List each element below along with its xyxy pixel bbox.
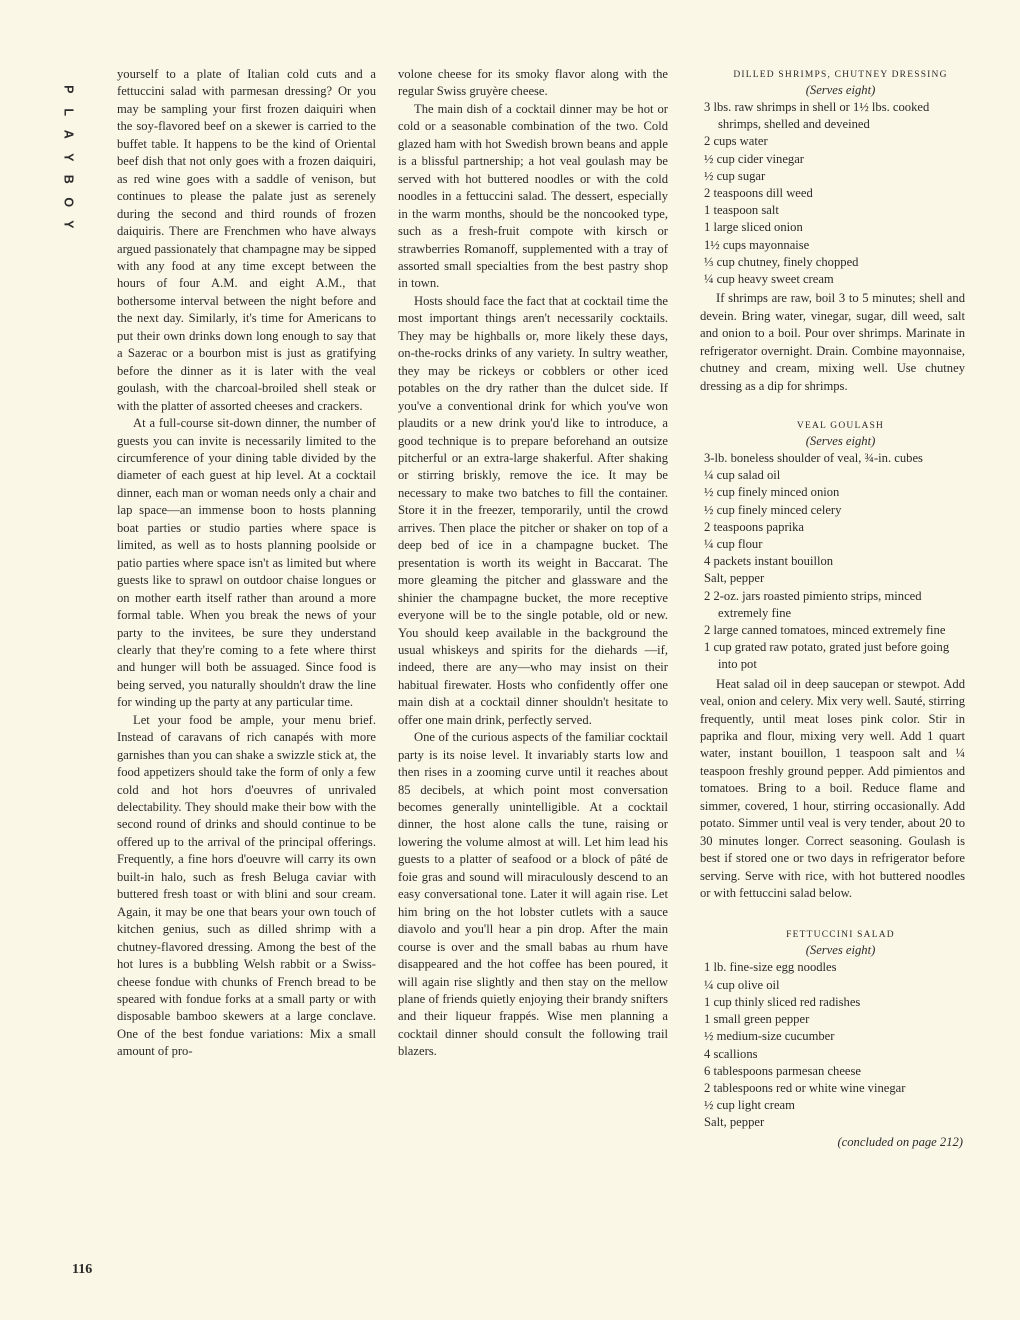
recipe-method: Heat salad oil in deep saucepan or stewpot. Add veal, onion and celery. Mix very well. Sauté, stirring frequently, until meat loses pink color. Stir in paprika and flour, mixing very well. Add 1 quart water, instant bouillon, 1 teaspoon salt and ¼ teaspoon freshly ground pepper. Add pimientos and tomatoes. Bring to a boil. Reduce flame and simmer, covered, 1 hour, stirring occasionally. Add potato. Simmer until veal is very tender, about 20 to 30 minutes longer. Correct seasoning. Goulash is best if stored one or two days in refrigerator before serving. Serve with rice, with hot buttered noodles or with fettuccini salad below. (700, 676, 965, 901)
spacer (700, 902, 965, 928)
ingredient: 2 2-oz. jars roasted pimiento strips, minced extremely fine (704, 588, 922, 620)
recipes-column (700, 68, 965, 1151)
ingredient: ¼ cup salad oil (704, 468, 781, 483)
recipe-title: FETTUCCINI SALAD (786, 930, 895, 941)
ingredient: 2 teaspoons dill weed (704, 186, 813, 201)
ingredient: 6 tablespoons parmesan cheese (704, 1063, 862, 1078)
ingredient: 3 lbs. raw shrimps in shell or 1½ lbs. cooked shrimps, shelled and deveined (704, 100, 930, 132)
page-number: 116 (72, 1262, 93, 1277)
recipe-method: If shrimps are raw, boil 3 to 5 minutes; shell and devein. Bring water, vinegar, sugar, dill weed, salt and onion to a boil. Pour over shrimps. Marinate in refrigerator overnight. Drain. Combine mayonnaise, chutney and cream, mixing well. Use chutney dressing as a dip for shrimps. (700, 291, 965, 393)
ingredient-list (700, 99, 965, 288)
sidebar-letter: Y (61, 152, 76, 161)
sidebar-letter: P (61, 85, 76, 94)
continuation-note: (concluded on page 212) (837, 1134, 963, 1149)
ingredient: 1½ cups mayonnaise (704, 237, 810, 252)
ingredient: 2 cups water (704, 134, 768, 149)
ingredient: 2 teaspoons paprika (704, 519, 805, 534)
recipe-dilled-shrimps (700, 68, 965, 395)
recipe-veal-goulash (700, 419, 965, 903)
recipe-serves: (Serves eight) (805, 83, 876, 97)
ingredient: ¼ cup flour (704, 536, 763, 551)
sidebar-letter: O (61, 196, 76, 207)
article-column-2 (398, 66, 668, 1061)
ingredient: 2 large canned tomatoes, minced extremely fine (704, 622, 946, 637)
paragraph: One of the curious aspects of the familiar cocktail party is its noise level. It invariably starts low and then rises in a zooming curve until it reaches about 85 decibels, at which point most conversation becomes generally unintelligible. At a cocktail dinner, the host alone calls the tune, raising or lowering the volume almost at will. Let him lead his guests to a platter of seafood or a block of pâté de foie gras and sound will miraculously descend to an easy conversational tone. Later it will again rise. Let him bring on the hot lobster cutlets with a sauce diavolo and you'll hear a pin drop. After the main course is over and the small babas au rhum have disappeared and the hot coffee has been poured, it will again rise slightly and then stay on the mellow plane of friends quietly enjoying their brandy snifters and their liqueur frappés. Wise men planning a cocktail dinner should consult the following trail blazers. (398, 730, 668, 1059)
ingredient: ½ cup finely minced onion (704, 485, 840, 500)
recipe-title: DILLED SHRIMPS, CHUTNEY DRESSING (733, 70, 948, 80)
paragraph: At a full-course sit-down dinner, the number of guests you can invite is necessarily limited to the circumference of your dining table divided by the diameter of each guest at hip level. At a cocktail dinner, each man or woman needs only a chair and lap space—an immense boon to hosts planning boat parties or studio parties where space is limited, as well as to hosts planning poolside or patio parties where space isn't as limited but where guests like to sprawl on outdoor chaise longues or on mother earth itself rather than around a more formal table. When you break the news of your party to the invitees, be sure they understand clearly that they're coming to a fete where thirst and hunger will both be assuaged. Since food is being served, you naturally shouldn't draw the line for winding up the party at any particular time. (117, 416, 376, 710)
recipe-serves: (Serves eight) (805, 433, 876, 448)
sidebar-letter: A (61, 129, 76, 139)
paragraph: Hosts should face the fact that at cocktail time the most important things aren't necessarily cocktails. They may be highballs or, more likely these days, on-the-rocks drinks of any variety. In sultry weather, they may be rickeys or cobblers or other iced potables on the dry rather than the dulcet side. If you've a conventional drink for which you've won plaudits or a new drink you'd like to introduce, a good technique is to prepare beforehand an outsize pitcherful or an extra-large shakerful. After shaking or stirring briskly, remove the ice. It may be necessary to make two batches to fill the container. Store it in the freezer, temporarily, until the crowd arrives. Then place the pitcher or shaker on top of a deep bed of ice in a champagne bucket. The presentation is worth its weight in Baccarat. The more gleaming the pitcher and glassware and the shinier the champagne bucket, the more receptive everyone will be to the single potable, old or new. You should keep available in the background the usual whiskeys and spirits for the diehards —if, indeed, there are any—who may insist on their habitual firewater. Hosts who confidently offer one main dish at a cocktail dinner shouldn't hesitate to offer one main drink, perfectly served. (398, 293, 668, 727)
ingredient: ¼ cup olive oil (704, 977, 780, 992)
ingredient: 1 large sliced onion (704, 220, 803, 235)
ingredient: ½ cup light cream (704, 1098, 795, 1113)
paragraph: volone cheese for its smoky flavor along with the regular Swiss gruyère cheese. (398, 67, 668, 99)
ingredient: 4 scallions (704, 1046, 758, 1061)
ingredient: ½ medium-size cucumber (704, 1029, 835, 1044)
recipe-fettuccini-salad (700, 928, 965, 1150)
ingredient-list (700, 959, 965, 1131)
ingredient: 1 teaspoon salt (704, 203, 779, 218)
ingredient: ½ cup finely minced celery (704, 502, 842, 517)
paragraph: yourself to a plate of Italian cold cuts and a fettuccini salad with parmesan dressing? Or you may be sampling your first frozen daiquiri when the soy-flavored beef on a skewer is carried to the buffet table. It happens to be the kind of Oriental beef dish that not only goes with a frozen daiquiri, as red wine goes with a saddle of venison, but continues to please the palate just as serenely during the second and third rounds of frozen daiquiris. There are Frenchmen who have always argued passionately that champagne may be sipped with any food at any time except between the hours of four A.M. and eight A.M., that bothersome interval between the night before and the next day. Similarly, it's time for Americans to put their own drinks down long enough to say that a Sazerac or a bourbon mist is just as gratifying before the dinner as it is later with the veal goulash, with the charcoal-broiled shell steak or with the platter of assorted cheeses and crackers. (117, 67, 376, 413)
ingredient: ⅓ cup chutney, finely chopped (704, 254, 859, 269)
spacer (700, 395, 965, 419)
ingredient: 2 tablespoons red or white wine vinegar (704, 1080, 906, 1095)
ingredient: ½ cup sugar (704, 168, 766, 183)
sidebar-letter: B (61, 174, 76, 184)
ingredient: ¼ cup heavy sweet cream (704, 272, 834, 287)
ingredient: Salt, pepper (704, 571, 765, 586)
magazine-name-vertical (58, 78, 78, 236)
sidebar-letter: L (61, 107, 76, 116)
ingredient: 1 small green pepper (704, 1012, 810, 1027)
recipe-serves: (Serves eight) (805, 943, 876, 958)
ingredient: ½ cup cider vinegar (704, 151, 805, 166)
ingredient-list (700, 450, 965, 674)
recipe-title: VEAL GOULASH (796, 420, 885, 431)
ingredient: 4 packets instant bouillon (704, 554, 834, 569)
paragraph: Let your food be ample, your menu brief. Instead of caravans of rich canapés with more garnishes than you can shake a swizzle stick at, the food appetizers should take the form of only a few cold and hot hors d'oeuvres of unrivaled delectability. They should make their bow with the second round of drinks and should continue to be offered up to the arrival of the principal offerings. Frequently, a fine hors d'oeuvre will carry its own built-in halo, such as fresh Beluga caviar with buttered fresh toast or with blini and sour cream. Again, it may be one that bears your own touch of kitchen genius, such as dilled shrimp with a chutney-flavored dressing. Among the best of the hot lures is a bubbling Welsh rabbit or a Swiss-cheese fondue with chunks of French bread to be speared with fondue forks at a small party or with disposable bamboo skewers at a large conclave. One of the best fondue variations: Mix a small amount of pro- (117, 712, 376, 1059)
article-column-1 (117, 66, 376, 1061)
paragraph: The main dish of a cocktail dinner may be hot or cold or a seasonable combination of the two. Cold glazed ham with hot Swedish brown beans and apple is a blissful partnership; a hot veal goulash may be served with hot buttered noodles or with the cold noodles in a fettuccini salad. The dessert, especially in the warm months, should be the noncooked type, such as a fresh-fruit compote with kirsch or strawberries Romanoff, supplemented with a tray of assorted small specialties from the best pastry shop in town. (398, 101, 668, 291)
ingredient: 3-lb. boneless shoulder of veal, ¾-in. cubes (704, 450, 923, 465)
ingredient: 1 cup thinly sliced red radishes (704, 994, 861, 1009)
ingredient: 1 cup grated raw potato, grated just before going into pot (704, 640, 950, 672)
sidebar-letter: Y (61, 220, 76, 229)
ingredient: Salt, pepper (704, 1115, 765, 1130)
ingredient: 1 lb. fine-size egg noodles (704, 960, 837, 975)
